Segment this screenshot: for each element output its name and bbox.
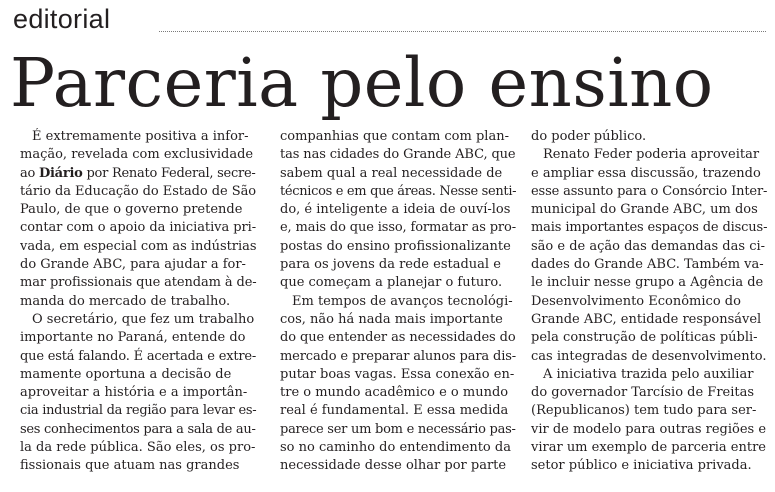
text-line: do que entender as necessidades do <box>280 330 516 346</box>
text-line: Renato Feder poderia aproveitar <box>543 147 760 163</box>
text-line: dades do Grande ABC. Também va- <box>531 257 764 273</box>
text-line: aproveitar a história e a importân- <box>20 385 248 401</box>
text-line: importante no Paraná, entende do <box>20 330 246 346</box>
text-line: Em tempos de avanços tecnológi- <box>292 293 513 309</box>
article-column-3 <box>531 128 767 476</box>
text-line: mação, revelada com exclusividade <box>20 147 254 163</box>
text-line: mar profissionais que atendam à de- <box>20 275 257 291</box>
text-line <box>20 165 256 183</box>
text-line: mercado e preparar alunos para dis- <box>280 348 516 364</box>
text-line: O secretário, que fez um trabalho <box>32 311 255 327</box>
section-label: editorial <box>13 4 111 34</box>
text-line: so no caminho do entendimento da <box>280 440 511 456</box>
text-line: pela construção de políticas públi- <box>531 330 758 346</box>
section-header <box>11 4 766 38</box>
text-line: ses conhecimentos para a sala de au- <box>20 421 256 437</box>
text-line: cas integradas de desenvolvimento. <box>531 348 767 364</box>
text-line: que está falando. É acertada e extre- <box>20 348 257 364</box>
text-line: Paulo, de que o governo pretende <box>20 202 243 218</box>
article-body <box>20 128 768 488</box>
text-line: contar com o apoio da iniciativa pri- <box>20 220 257 236</box>
text-line: necessidade desse olhar por parte <box>280 458 507 474</box>
text-line: virar um exemplo de parceria entre <box>531 440 766 456</box>
text-line: são e de ação das demandas das ci- <box>531 238 766 254</box>
text-line: Desenvolvimento Econômico do <box>531 293 741 309</box>
text-line: manda do mercado de trabalho. <box>20 293 231 309</box>
text-line: mais importantes espaços de discus- <box>531 220 768 236</box>
text-line: vada, em especial com as indústrias <box>20 238 257 254</box>
text-line: real é fundamental. E essa medida <box>280 403 509 419</box>
text-line: tário da Educação do Estado de São <box>20 183 257 199</box>
text-line: Grande ABC, entidade responsável <box>531 311 762 327</box>
text-line: setor público e iniciativa privada. <box>531 458 752 474</box>
text-line: le incluir nesse grupo a Agência de <box>531 275 764 291</box>
text-line: do poder público. <box>531 129 647 144</box>
text-line: É extremamente positiva a infor- <box>32 129 249 144</box>
text-line: postas do ensino profissionalizante <box>280 238 511 254</box>
text-line: mamente oportuna a decisão de <box>20 366 232 382</box>
text-line: companhias que contam com plan- <box>280 129 509 144</box>
text-line: tre o mundo acadêmico e o mundo <box>280 385 509 401</box>
section-divider <box>159 31 766 32</box>
text-line: para os jovens da rede estadual e <box>280 257 501 273</box>
text-line: cos, não há nada mais importante <box>280 311 503 327</box>
text-line: que começam a planejar o futuro. <box>280 275 503 291</box>
newspaper-name: Diário <box>38 165 83 181</box>
text-line: sabem qual a real necessidade de <box>280 165 503 181</box>
text-line: técnicos e em que áreas. Nesse senti- <box>280 183 517 199</box>
text-line: fissionais que atuam nas grandes <box>20 458 240 474</box>
text-line: do Grande ABC, para ajudar a for- <box>20 257 246 273</box>
text-line: putar boas vagas. Essa conexão en- <box>280 366 515 382</box>
text-line: cia industrial da região para levar es- <box>20 403 257 419</box>
text-line: e ampliar essa discussão, trazendo <box>531 165 761 181</box>
text-line: (Republicanos) tem tudo para ser- <box>531 403 757 419</box>
text-segment: por Renato Federal, secre- <box>82 165 256 181</box>
headline: Parceria pelo ensino <box>10 44 714 122</box>
text-line: vir de modelo para outras regiões e <box>531 421 767 437</box>
text-segment: ao <box>20 165 39 181</box>
text-line: e, mais do que isso, formatar as pro- <box>280 220 516 236</box>
article-column-1 <box>20 128 256 476</box>
text-line: tas nas cidades do Grande ABC, que <box>280 147 516 163</box>
text-line: parece ser um bom e necessário pas- <box>280 421 516 437</box>
text-line: do, é inteligente a ideia de ouví-los <box>280 202 511 218</box>
text-line: municipal do Grande ABC, um dos <box>531 202 758 218</box>
text-line: do governador Tarcísio de Freitas <box>531 385 755 401</box>
text-line: la da rede pública. São eles, os pro- <box>20 440 256 456</box>
article-column-2 <box>280 128 516 476</box>
text-line: A iniciativa trazida pelo auxiliar <box>543 366 754 382</box>
text-line: esse assunto para o Consórcio Inter- <box>531 183 768 199</box>
